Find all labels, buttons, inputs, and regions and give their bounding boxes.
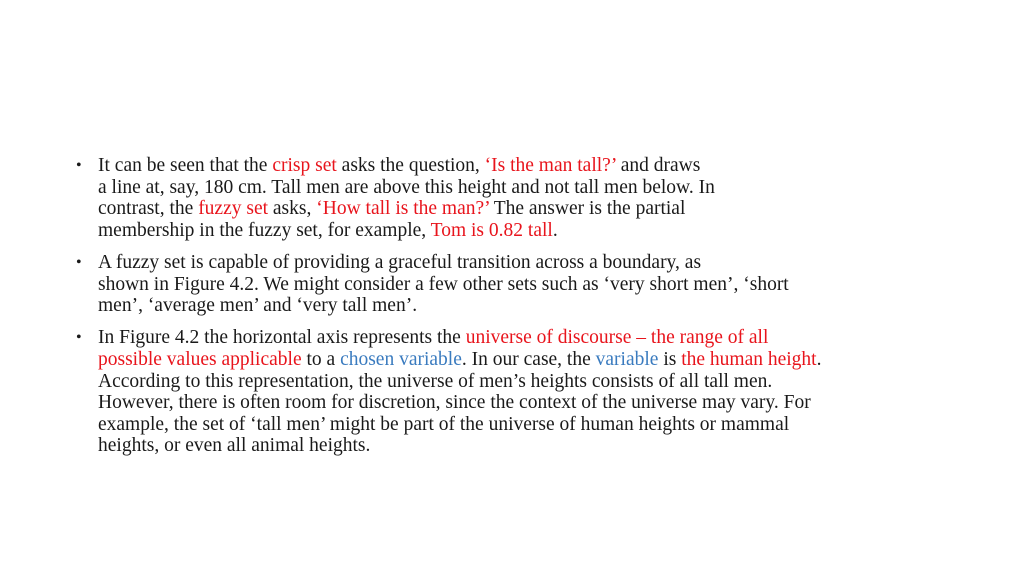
text-segment: A fuzzy set is capable of providing a graceful transition across a boundary, as	[98, 251, 702, 273]
text-segment: . In our case, the	[461, 348, 596, 370]
text-segment: membership in the fuzzy set, for example,	[98, 219, 431, 241]
text-segment: and draws	[615, 155, 701, 176]
bullet-line	[98, 252, 946, 274]
highlighted-text: ‘How tall is the man?’	[316, 198, 490, 220]
text-segment: In Figure 4.2 the horizontal axis represents the	[98, 327, 466, 349]
bullet-list	[76, 155, 946, 468]
highlighted-text: possible values applicable	[98, 348, 302, 370]
highlighted-text: Tom is 0.82 tall	[430, 219, 553, 241]
text-segment: is	[658, 348, 682, 370]
text-segment: .	[816, 348, 822, 370]
bullet-line	[98, 295, 946, 317]
bullet-icon: •	[76, 157, 82, 174]
highlighted-text: ‘Is the man tall?’	[484, 155, 616, 176]
text-segment: heights, or even all animal heights.	[98, 435, 371, 457]
bullet-line	[98, 155, 946, 177]
text-segment: However, there is often room for discretion, since the context of the universe may vary. For	[98, 392, 811, 414]
highlighted-text: fuzzy set	[198, 198, 269, 220]
highlighted-text: the human height	[681, 348, 817, 370]
text-segment: example, the set of ‘tall men’ might be part of the universe of human heights or mammal	[98, 413, 790, 435]
text-segment: asks,	[268, 198, 317, 220]
bullet-line	[98, 198, 946, 220]
bullet-item	[76, 327, 946, 457]
highlighted-text: universe of discourse – the range of all	[465, 327, 769, 349]
bullet-line	[98, 177, 946, 199]
text-segment: .	[552, 219, 558, 241]
bullet-line	[98, 349, 946, 371]
text-segment: shown in Figure 4.2. We might consider a few other sets such as ‘very short men’, ‘short	[98, 273, 789, 295]
text-segment: The answer is the partial	[489, 198, 686, 220]
bullet-item	[76, 252, 946, 317]
highlighted-text: variable	[595, 348, 659, 370]
text-segment: asks the question,	[336, 155, 485, 176]
bullet-line	[98, 220, 946, 242]
text-segment: It can be seen that the	[98, 155, 273, 176]
bullet-item	[76, 155, 946, 241]
bullet-line	[98, 327, 946, 349]
text-segment: to a	[301, 348, 341, 370]
bullet-icon: •	[76, 329, 82, 347]
bullet-icon: •	[76, 253, 82, 271]
text-segment: men’, ‘average men’ and ‘very tall men’.	[98, 295, 418, 317]
bullet-line	[98, 414, 946, 436]
bullet-line	[98, 274, 946, 296]
bullet-line	[98, 371, 946, 393]
bullet-line	[98, 392, 946, 414]
text-segment: a line at, say, 180 cm. Tall men are above this height and not tall men below. In	[98, 176, 715, 198]
bullet-line	[98, 435, 946, 457]
highlighted-text: crisp set	[272, 155, 337, 176]
text-segment: According to this representation, the universe of men’s heights consists of all tall men.	[98, 370, 773, 392]
text-segment: contrast, the	[98, 198, 199, 220]
highlighted-text: chosen variable	[340, 348, 462, 370]
